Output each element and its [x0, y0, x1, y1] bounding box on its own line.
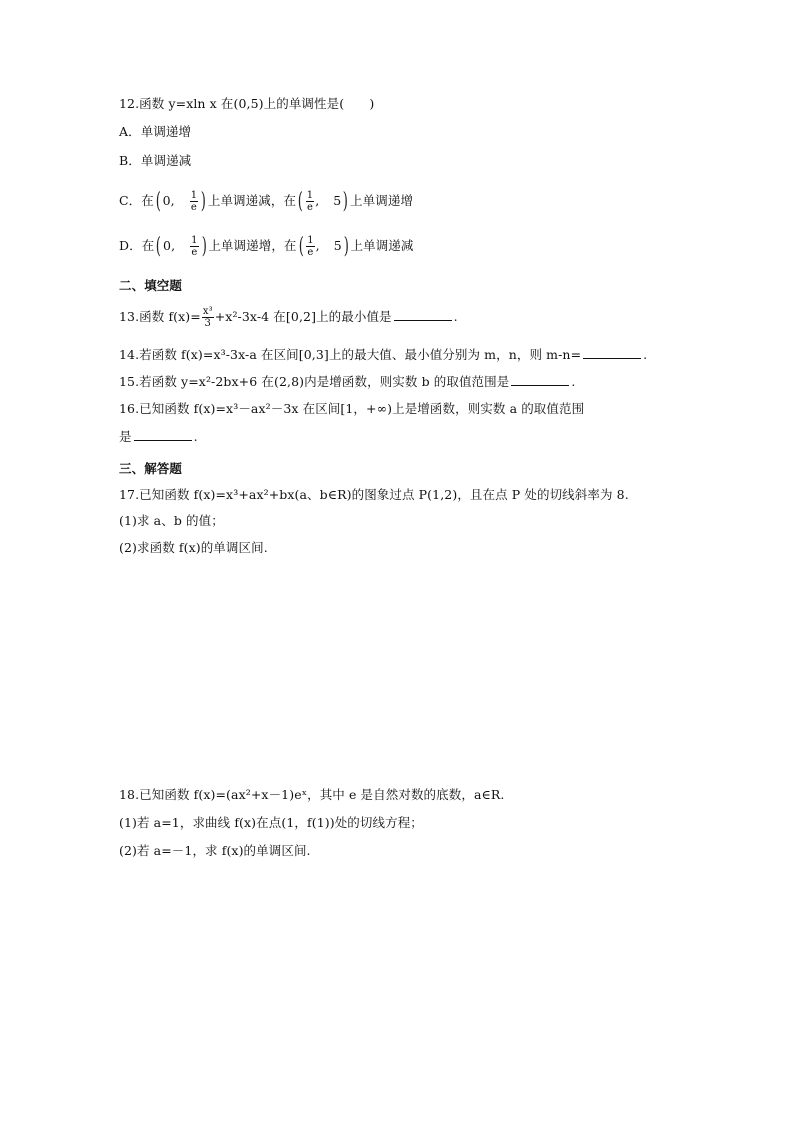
q18-part1: (1)若 a=1，求曲线 f(x)在点(1，f(1))处的切线方程；: [119, 815, 423, 830]
q13: 13.函数 f(x)= $\frac{\text{x³}}{3}$ +x²-3x-4 在[0,2]上的最小值是 .: [119, 306, 458, 329]
q12-option-c: C．在( 0, $\frac{1}{e}$ ) 上单调递减，在( $\frac{1}{e}$ , 5) 上单调递增: [119, 189, 414, 214]
q17-part1: (1)求 a、b 的值；: [119, 513, 224, 528]
q12-d-mid: 上单调递增，在: [208, 238, 297, 253]
q13-frac: $\frac{\text{x³}}{3}$: [202, 306, 213, 329]
q12-option-b: B．单调递减: [119, 153, 192, 168]
q12-option-a: A．单调递增: [119, 124, 192, 139]
q12-d-interval1-left: 0,: [163, 238, 176, 253]
q12-c-frac1: $\frac{1}{e}$: [190, 190, 198, 213]
q18-stem: 18.已知函数 f(x)=(ax²+x－1)eˣ，其中 e 是自然对数的底数，a∈R.: [119, 787, 505, 802]
q12-c-interval2-right: 5: [333, 193, 342, 208]
q12-c-suffix: 上单调递增: [350, 193, 414, 208]
q17-stem: 17.已知函数 f(x)=x³+ax²+bx(a、b∈R)的图象过点 P(1,2)，且在点 P 处的切线斜率为 8.: [119, 487, 629, 502]
q18-part2: (2)若 a=－1，求 f(x)的单调区间.: [119, 843, 311, 858]
q14: 14.若函数 f(x)=x³-3x-a 在区间[0,3]上的最大值、最小值分别为 m，n，则 m-n= .: [119, 347, 648, 362]
q12-d-frac2: $\frac{1}{e}$: [307, 235, 314, 258]
q15: 15.若函数 y=x²-2bx+6 在(2,8)内是增函数，则实数 b 的取值范围是 .: [119, 374, 576, 389]
q14-answer-blank: [583, 346, 641, 359]
q12-d-suffix: 上单调递减: [350, 238, 414, 253]
q12-option-d: D．在( 0, $\frac{1}{e}$ ) 上单调递增，在( $\frac{1}{e}$ , 5) 上单调递减: [119, 234, 414, 259]
q12-d-prefix: D．在: [119, 238, 155, 253]
q12-d-frac1: $\frac{1}{e}$: [191, 235, 198, 258]
q12-c-interval1-left: 0,: [162, 193, 175, 208]
section-solve-title: 三、解答题: [119, 461, 183, 476]
q16-line1: 16.已知函数 f(x)=x³－ax²－3x 在区间[1，+∞)上是增函数，则实数 a 的取值范围: [119, 401, 585, 416]
q13-answer-blank: [394, 308, 452, 321]
q12-d-interval2-right: 5: [333, 238, 342, 253]
q15-answer-blank: [511, 373, 569, 386]
q12-c-mid: 上单调递减，在: [207, 193, 297, 208]
q12-c-frac2: $\frac{1}{e}$: [306, 190, 314, 213]
q17-part2: (2)求函数 f(x)的单调区间.: [119, 540, 268, 555]
q12-stem: 12.函数 y=xln x 在(0,5)上的单调性是( ): [119, 96, 375, 111]
q16-answer-blank: [134, 428, 192, 441]
q12-c-prefix: C．在: [119, 193, 154, 208]
section-fill-in-title: 二、填空题: [119, 278, 183, 293]
q16-line2: 是 .: [119, 429, 198, 444]
